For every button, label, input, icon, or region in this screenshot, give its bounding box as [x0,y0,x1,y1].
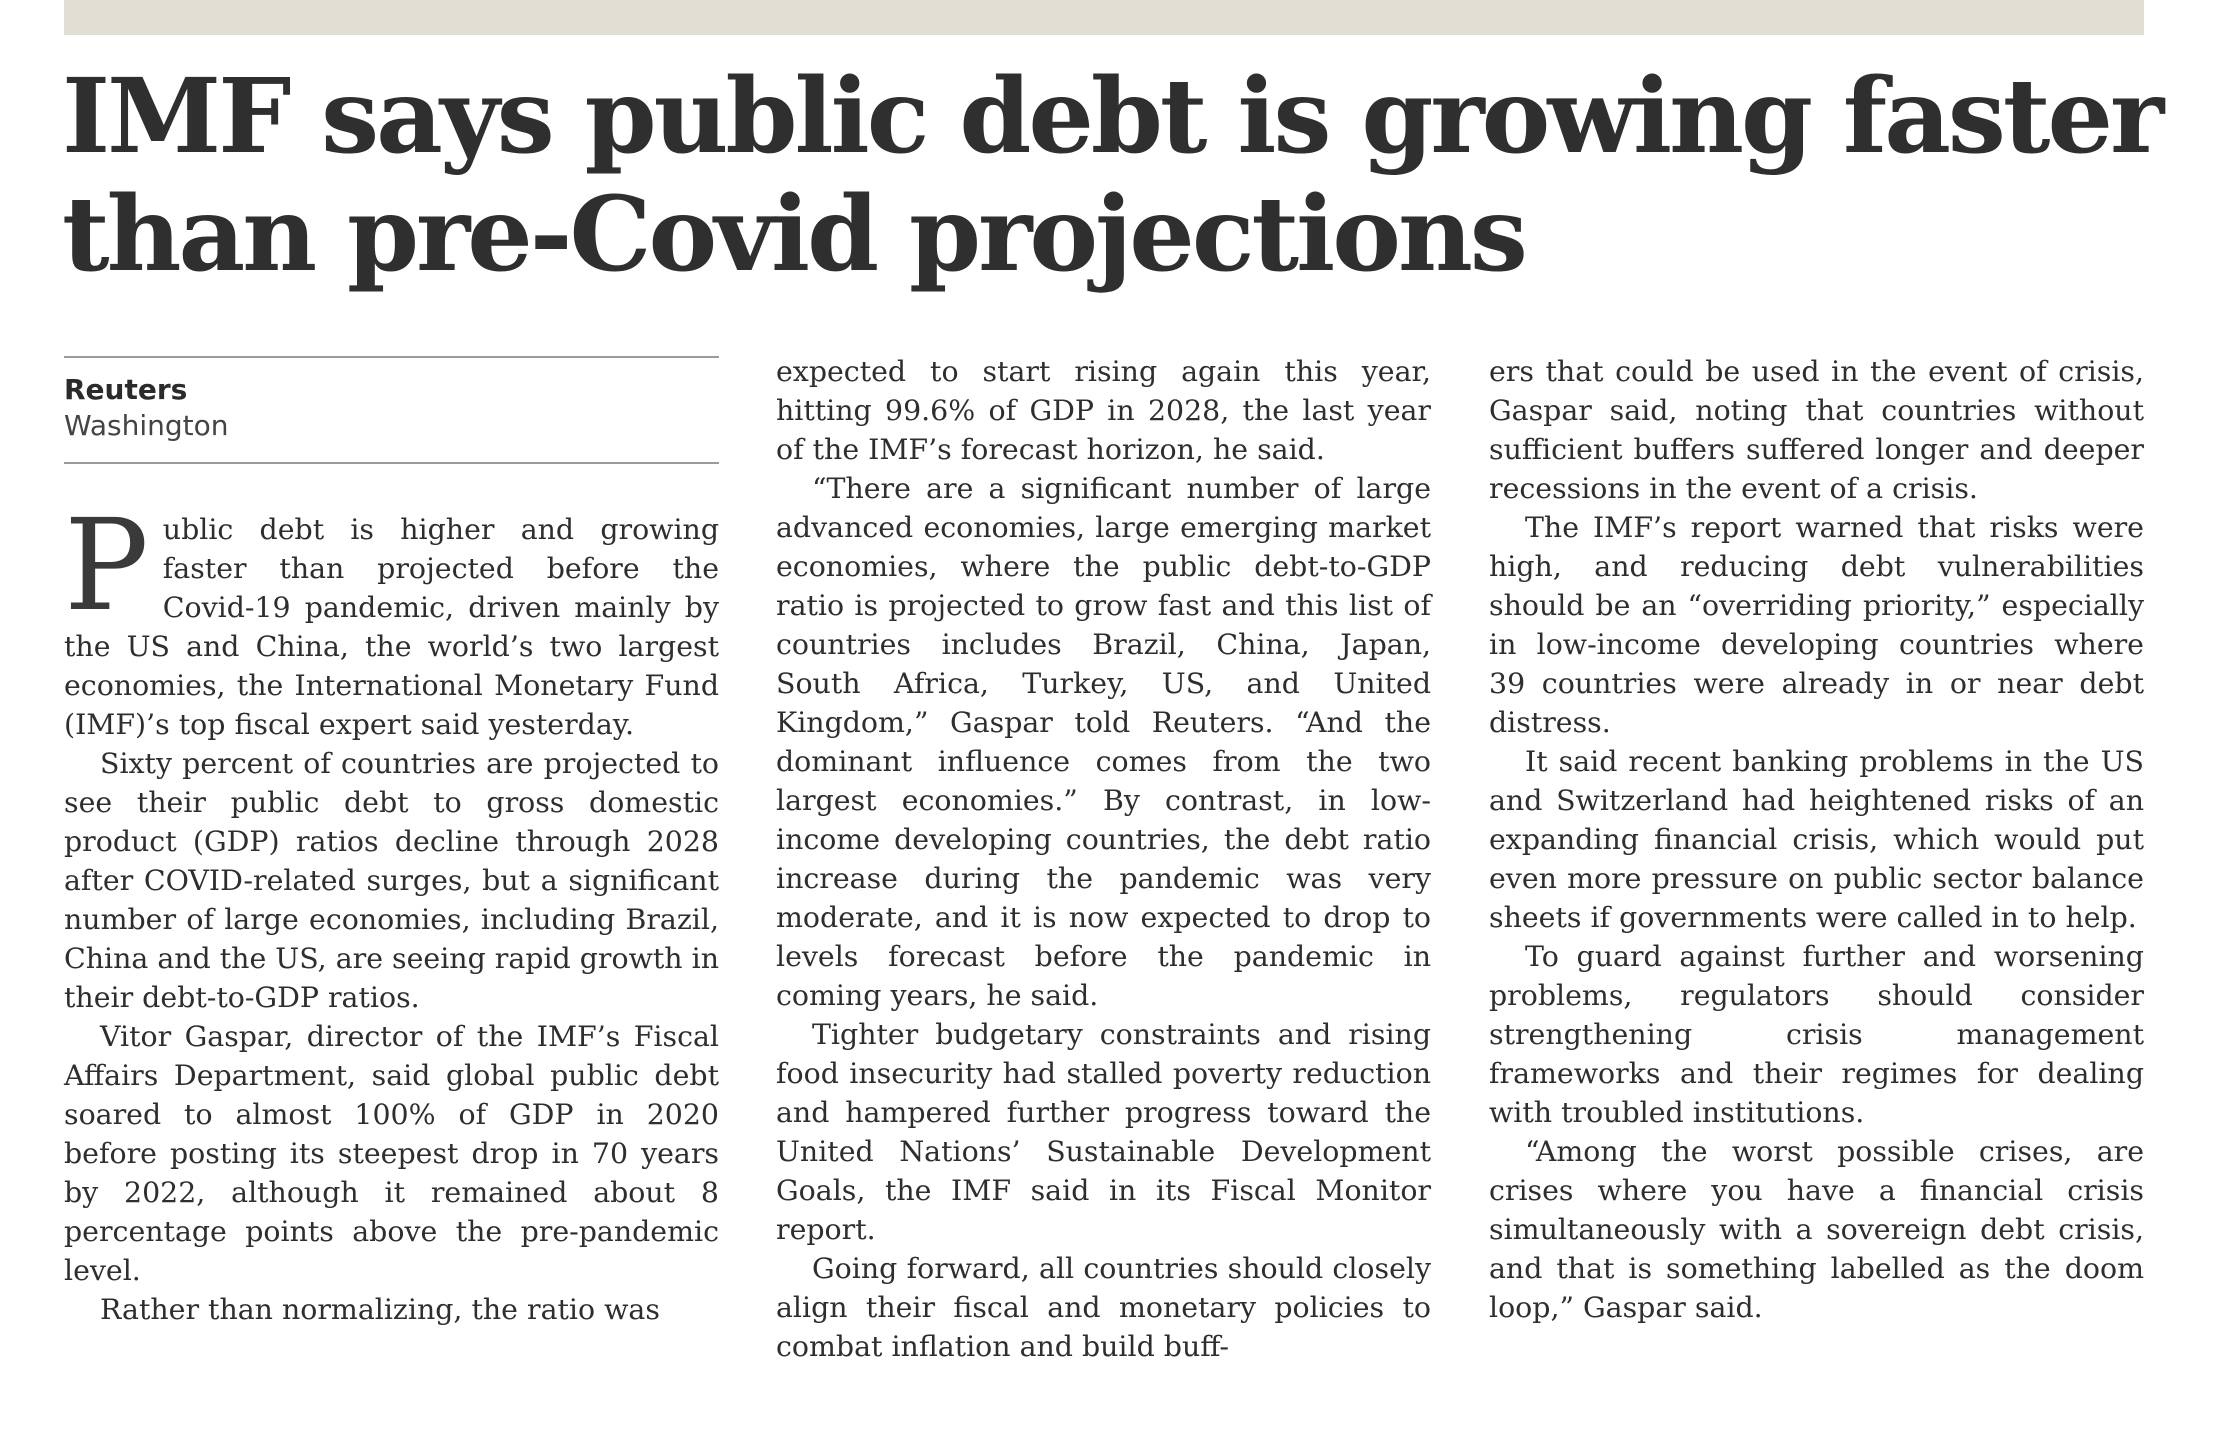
article-column-1 [64,352,719,1329]
paragraph-3: Vitor Gaspar, director of the IMF’s Fiscal Affairs Department, said global public debt soared to almost 100% of GDP in 2020 before posting its steepest drop in 70 years by 2022, although it remained about 8 percentage points above the pre-pandemic level. [64,1020,719,1287]
article-column-3 [1489,352,2144,1327]
paragraph-11: It said recent banking problems in the US and Switzerland had heightened risks of an expanding financial crisis, which would put even more pressure on public sector balance sheets if governments were called in to help. [1489,745,2144,934]
paragraph-6: “There are a significant number of large advanced economies, large emerging market economies, where the public debt-to-GDP ratio is projected to grow fast and this list of countries includes Brazil, China, Japan, South Africa, Turkey, US, and United Kingdom,” Gaspar told Reuters. “And the dominant influence comes from the two largest economies.” By contrast, in low-income developing countries, the debt ratio increase during the pandemic was very moderate, and it is now expected to drop to levels forecast before the pandemic in coming years, he said. [776,472,1431,1012]
paragraph-7: Tighter budgetary constraints and rising food insecurity had stalled poverty reduction and hampered further progress toward the United Nations’ Sustainable Development Goals, the IMF said in its Fiscal Monitor report. [776,1018,1431,1246]
headline-line-1: IMF says public debt is growing faster [62,56,2162,177]
paragraph-1-text: ublic debt is higher and growing faster than projected before the Covid-19 pandemic, driven mainly by the US and China, the world’s two largest economies, the International Monetary Fund (IMF)’s top fiscal expert said yesterday. [64,513,719,741]
paragraph-13: “Among the worst possible crises, are crises where you have a financial crisis simultaneously with a sovereign debt crisis, and that is something labelled as the doom loop,” Gaspar said. [1489,1135,2144,1324]
byline-place: Washington [64,409,229,442]
paragraph-12: To guard against further and worsening problems, regulators should consider strengthening crisis management frameworks and their regimes for dealing with troubled institutions. [1489,940,2144,1129]
paragraph-2: Sixty percent of countries are projected to see their public debt to gross domestic product (GDP) ratios decline through 2028 after COVID-related surges, but a significant number of large economies, including Brazil, China and the US, are seeing rapid growth in their debt-to-GDP ratios. [64,747,719,1014]
paragraph-9: ers that could be used in the event of crisis, Gaspar said, noting that countries without sufficient buffers suffered longer and deeper recessions in the event of a crisis. [1489,355,2144,505]
paragraph-4: Rather than normalizing, the ratio was [100,1293,660,1326]
byline [64,356,719,464]
article-column-2 [776,352,1431,1366]
top-color-band [64,0,2144,35]
paragraph-8: Going forward, all countries should closely align their fiscal and monetary policies to combat inflation and build buff- [776,1252,1431,1363]
drop-cap: P [64,492,149,639]
headline-line-2: than pre-Covid projections [62,174,1525,295]
byline-agency: Reuters [64,373,188,406]
headline [62,56,2162,295]
paragraph-5: expected to start rising again this year, hitting 99.6% of GDP in 2028, the last year of the IMF’s forecast horizon, he said. [776,355,1431,466]
paragraph-1 [64,492,719,744]
paragraph-10: The IMF’s report warned that risks were high, and reducing debt vulnerabilities should be an “overriding priority,” especially in low-income developing countries where 39 countries were already in or near debt distress. [1489,511,2144,739]
